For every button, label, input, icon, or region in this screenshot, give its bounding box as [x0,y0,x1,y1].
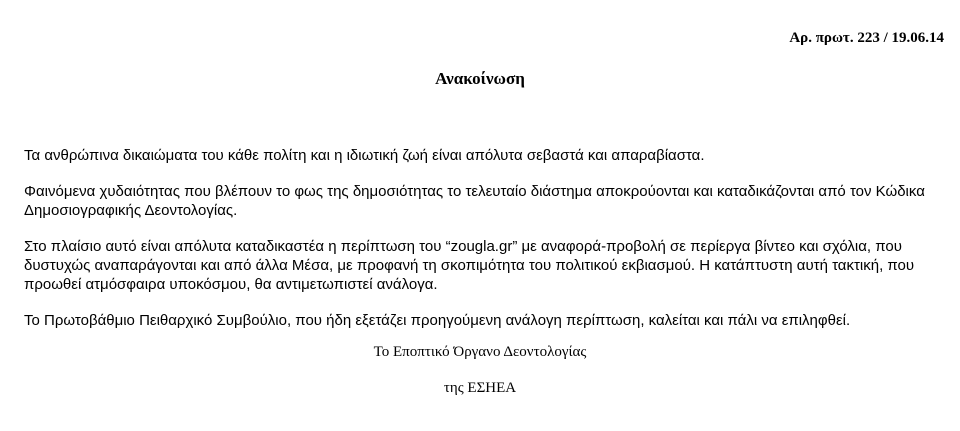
paragraph-disciplinary-council: Το Πρωτοβάθμιο Πειθαρχικό Συμβούλιο, που ήδη εξετάζει προηγούμενη ανάλογη περίπτωση, καλείται και πάλι να επιληφθεί. [24,312,851,329]
paragraph-human-rights: Τα ανθρώπινα δικαιώματα του κάθε πολίτη και η ιδιωτική ζωή είναι απόλυτα σεβαστά και απαραβίαστα. [24,147,705,164]
signature-line-2: της ΕΣΗΕΑ [443,380,517,396]
page-title: Ανακοίνωση [435,69,525,88]
announcement-body [24,146,944,347]
paragraph-vulgarity: Φαινόμενα χυδαιότητας που βλέπουν το φως της δημοσιότητας το τελευταίο διάστημα αποκρούονται και καταδικάζονται από τον Κώδικα Δημοσιογραφικής Δεοντολογίας. [24,183,925,219]
paragraph-zougla-case: Στο πλαίσιο αυτό είναι απόλυτα καταδικαστέα η περίπτωση του “zougla.gr” με αναφορά-προβολή σε περίεργα βίντεο και σχόλια, που δυστυχώς αναπαράγονται και από άλλα Μέσα, με προφανή τη σκοπιμότητα του πολιτικού εκβιασμού. Η κατάπτυστη αυτή τακτική, που προωθεί ατμόσφαιρα υποκόσμου, θα αντιμετωπιστεί ανάλογα. [24,238,915,293]
signature-line-1: Το Εποπτικό Όργανο Δεοντολογίας [373,344,587,360]
reference-number: Αρ. πρωτ. 223 / 19.06.14 [789,30,944,46]
